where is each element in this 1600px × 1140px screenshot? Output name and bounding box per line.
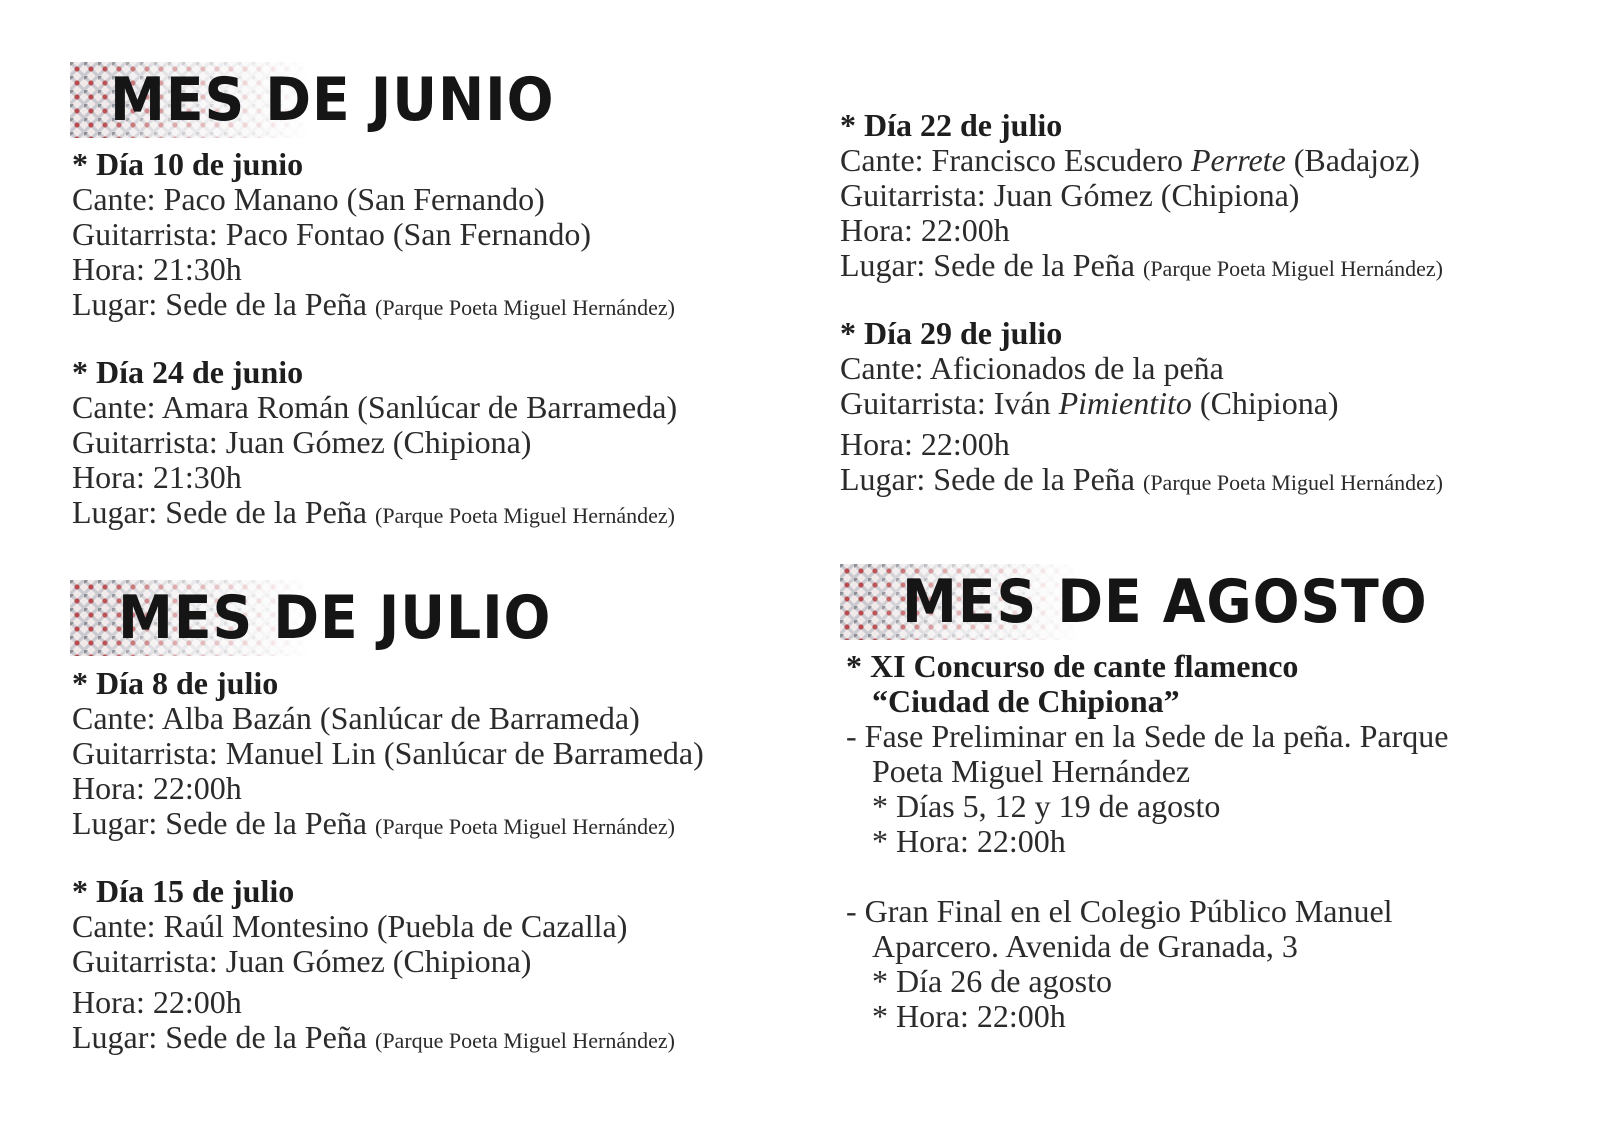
event-july-8 xyxy=(72,666,704,844)
july-header xyxy=(70,580,552,656)
hora-line: Hora: 21:30h xyxy=(72,251,242,287)
hora-line: Hora: 22:00h xyxy=(840,426,1010,462)
event-june-24 xyxy=(72,355,677,533)
june-header xyxy=(70,62,555,138)
event-june-10 xyxy=(72,147,675,325)
lugar-line: Lugar: Sede de la Peña (Parque Poeta Miguel Hernández) xyxy=(72,286,675,322)
august-heading: MES DE AGOSTO xyxy=(902,567,1428,637)
july-heading: MES DE JULIO xyxy=(118,583,552,653)
cante-line: Cante: Raúl Montesino (Puebla de Cazalla) xyxy=(72,908,628,944)
contest-title: * XI Concurso de cante flamenco xyxy=(846,648,1299,684)
event-title: * Día 8 de julio xyxy=(72,665,279,701)
cante-line: Cante: Alba Bazán (Sanlúcar de Barrameda) xyxy=(72,700,640,736)
lugar-line: Lugar: Sede de la Peña (Parque Poeta Miguel Hernández) xyxy=(840,461,1443,497)
final-location: Aparcero. Avenida de Granada, 3 xyxy=(872,928,1298,964)
august-header xyxy=(840,564,1440,640)
event-july-29 xyxy=(840,316,1443,500)
june-heading: MES DE JUNIO xyxy=(110,65,555,135)
hora-line: Hora: 22:00h xyxy=(840,212,1010,248)
event-title: * Día 24 de junio xyxy=(72,354,304,390)
final-line: - Gran Final en el Colegio Público Manuel xyxy=(846,893,1393,929)
guitar-line: Guitarrista: Paco Fontao (San Fernando) xyxy=(72,216,591,252)
guitar-line: Guitarrista: Juan Gómez (Chipiona) xyxy=(840,177,1300,213)
event-title: * Día 10 de junio xyxy=(72,146,304,182)
event-title: * Día 22 de julio xyxy=(840,107,1063,143)
guitar-line: Guitarrista: Juan Gómez (Chipiona) xyxy=(72,943,532,979)
lugar-line: Lugar: Sede de la Peña (Parque Poeta Miguel Hernández) xyxy=(840,247,1443,283)
hora-line: Hora: 21:30h xyxy=(72,459,242,495)
cante-line: Cante: Aficionados de la peña xyxy=(840,350,1224,386)
event-july-22 xyxy=(840,108,1443,286)
cante-line: Cante: Amara Román (Sanlúcar de Barrameda) xyxy=(72,389,678,425)
prelim-hora: * Hora: 22:00h xyxy=(872,823,1066,859)
cante-line: Cante: Paco Manano (San Fernando) xyxy=(72,181,545,217)
cante-line: Cante: Francisco Escudero Perrete (Badajoz) xyxy=(840,142,1420,178)
guitar-line: Guitarrista: Iván Pimientito (Chipiona) xyxy=(840,385,1339,421)
contest-subtitle: “Ciudad de Chipiona” xyxy=(872,683,1180,719)
lugar-line: Lugar: Sede de la Peña (Parque Poeta Miguel Hernández) xyxy=(72,1019,675,1055)
guitar-line: Guitarrista: Juan Gómez (Chipiona) xyxy=(72,424,532,460)
event-title: * Día 15 de julio xyxy=(72,873,295,909)
lugar-line: Lugar: Sede de la Peña (Parque Poeta Miguel Hernández) xyxy=(72,494,675,530)
event-title: * Día 29 de julio xyxy=(840,315,1063,351)
final-hora: * Hora: 22:00h xyxy=(872,998,1066,1034)
hora-line: Hora: 22:00h xyxy=(72,770,242,806)
event-july-15 xyxy=(72,874,675,1058)
prelim-line: - Fase Preliminar en la Sede de la peña. Parque xyxy=(846,718,1449,754)
prelim-location: Poeta Miguel Hernández xyxy=(872,753,1191,789)
prelim-days: * Días 5, 12 y 19 de agosto xyxy=(872,788,1221,824)
lugar-line: Lugar: Sede de la Peña (Parque Poeta Miguel Hernández) xyxy=(72,805,675,841)
contest-block xyxy=(846,649,1448,1034)
guitar-line: Guitarrista: Manuel Lin (Sanlúcar de Barrameda) xyxy=(72,735,704,771)
hora-line: Hora: 22:00h xyxy=(72,984,242,1020)
final-day: * Día 26 de agosto xyxy=(872,963,1112,999)
